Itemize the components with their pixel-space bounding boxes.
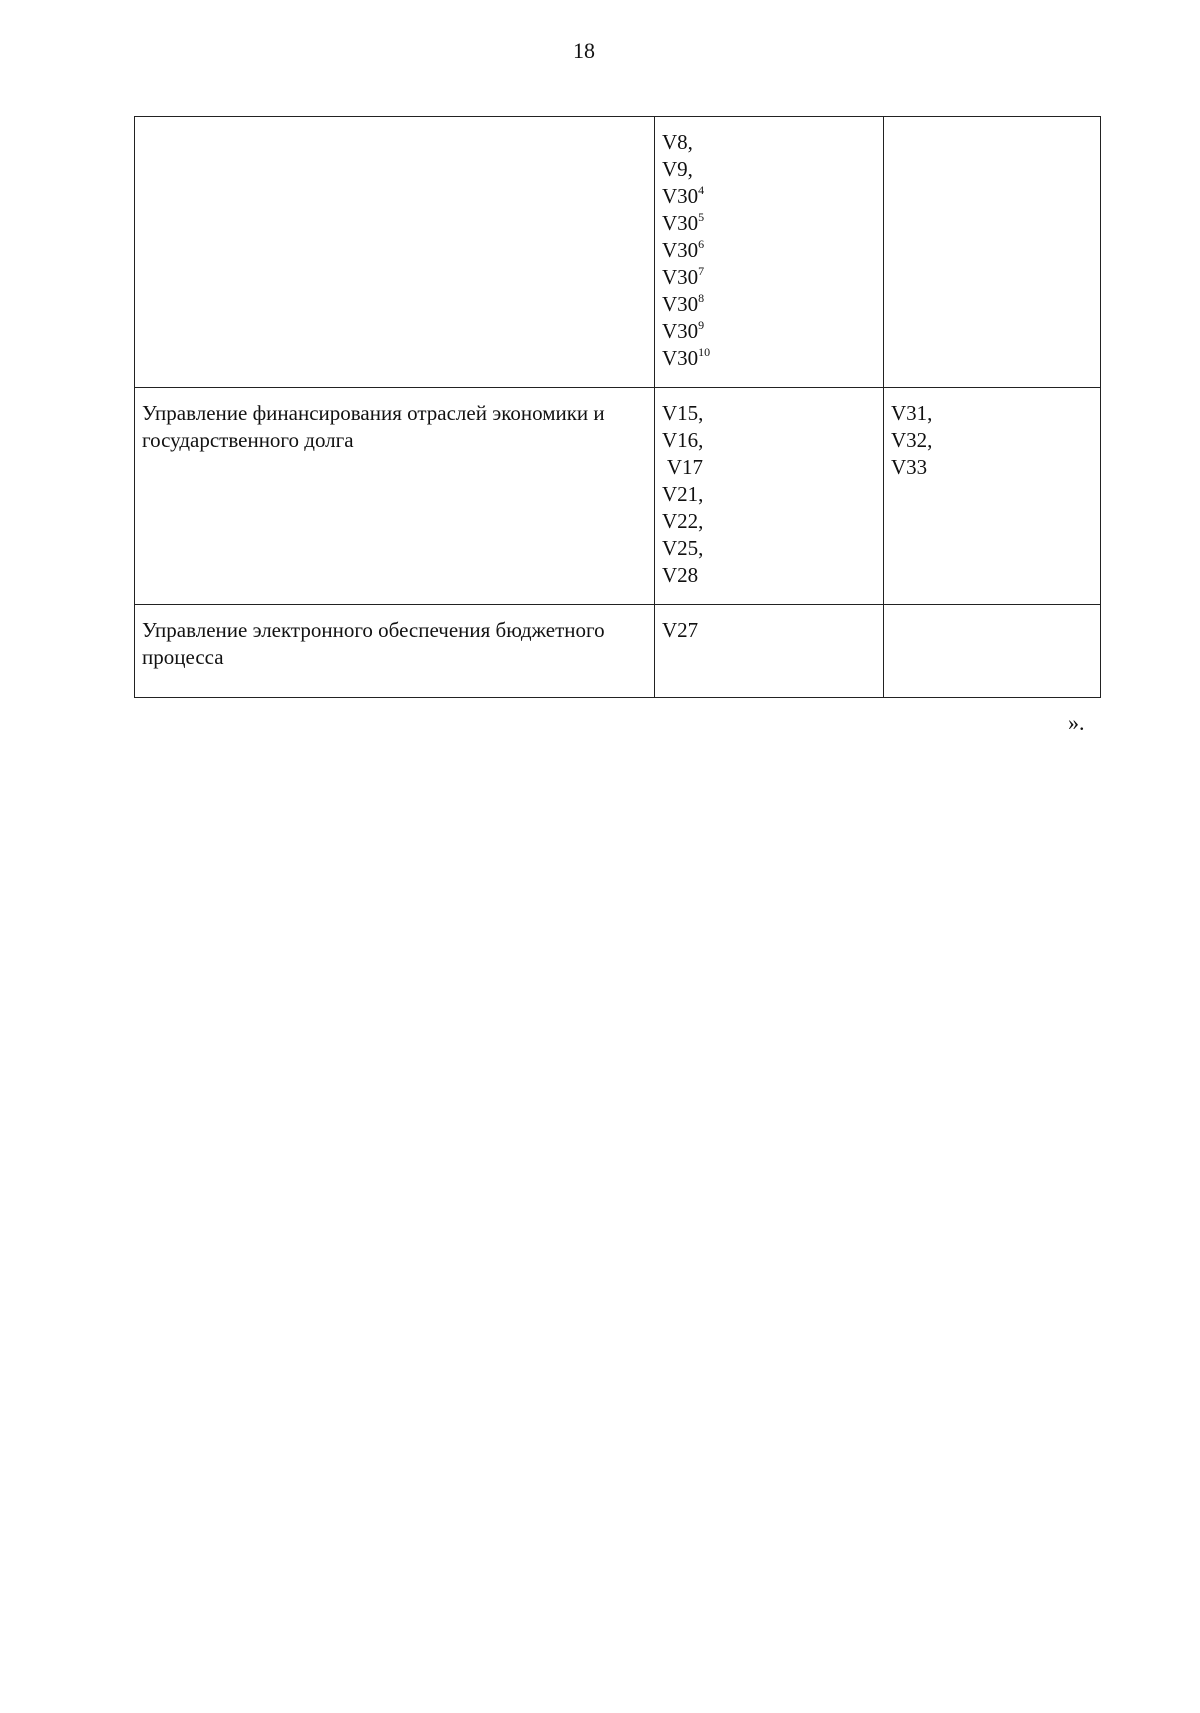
- page-number: 18: [573, 38, 595, 63]
- table-row: [135, 117, 1101, 388]
- code-item: $V30^8$: [662, 291, 705, 316]
- code-item: $V30^9$: [662, 318, 705, 343]
- code-item: $V30^5$: [662, 210, 705, 235]
- code-item: $V30^6$: [662, 237, 705, 262]
- codes-cell: [655, 388, 884, 605]
- extra-code-item: V33: [891, 455, 928, 479]
- code-item: V27: [662, 618, 699, 642]
- extra-codes-cell: [884, 605, 1101, 698]
- code-item: $V30^4$: [662, 183, 705, 208]
- codes-cell: [655, 605, 884, 698]
- closing-quote-mark: ».: [1068, 710, 1085, 735]
- table-row: [135, 388, 1101, 605]
- department-name: Управление электронного обеспечения бюджетного процесса: [142, 618, 605, 669]
- code-item: V9,: [662, 157, 693, 181]
- assignment-table: [134, 116, 1101, 698]
- code-item: V28: [662, 563, 699, 587]
- code-item: V15,: [662, 401, 704, 425]
- extra-codes-cell: [884, 388, 1101, 605]
- extra-code-item: V31,: [891, 401, 933, 425]
- extra-code-item: V32,: [891, 428, 933, 452]
- code-item: V22,: [662, 509, 704, 533]
- extra-codes-cell: [884, 117, 1101, 388]
- code-item: V17: [662, 455, 704, 479]
- code-item: V16,: [662, 428, 704, 452]
- department-cell: [135, 117, 655, 388]
- table-row: [135, 605, 1101, 698]
- code-item: V21,: [662, 482, 704, 506]
- department-name: Управление финансирования отраслей экономики и государственного долга: [142, 401, 605, 452]
- department-cell: [135, 388, 655, 605]
- code-item: $V30^{10}$: [662, 345, 711, 370]
- code-item: V8,: [662, 130, 693, 154]
- code-item: $V30^7$: [662, 264, 705, 289]
- department-cell: [135, 605, 655, 698]
- codes-cell: [655, 117, 884, 388]
- code-item: V25,: [662, 536, 704, 560]
